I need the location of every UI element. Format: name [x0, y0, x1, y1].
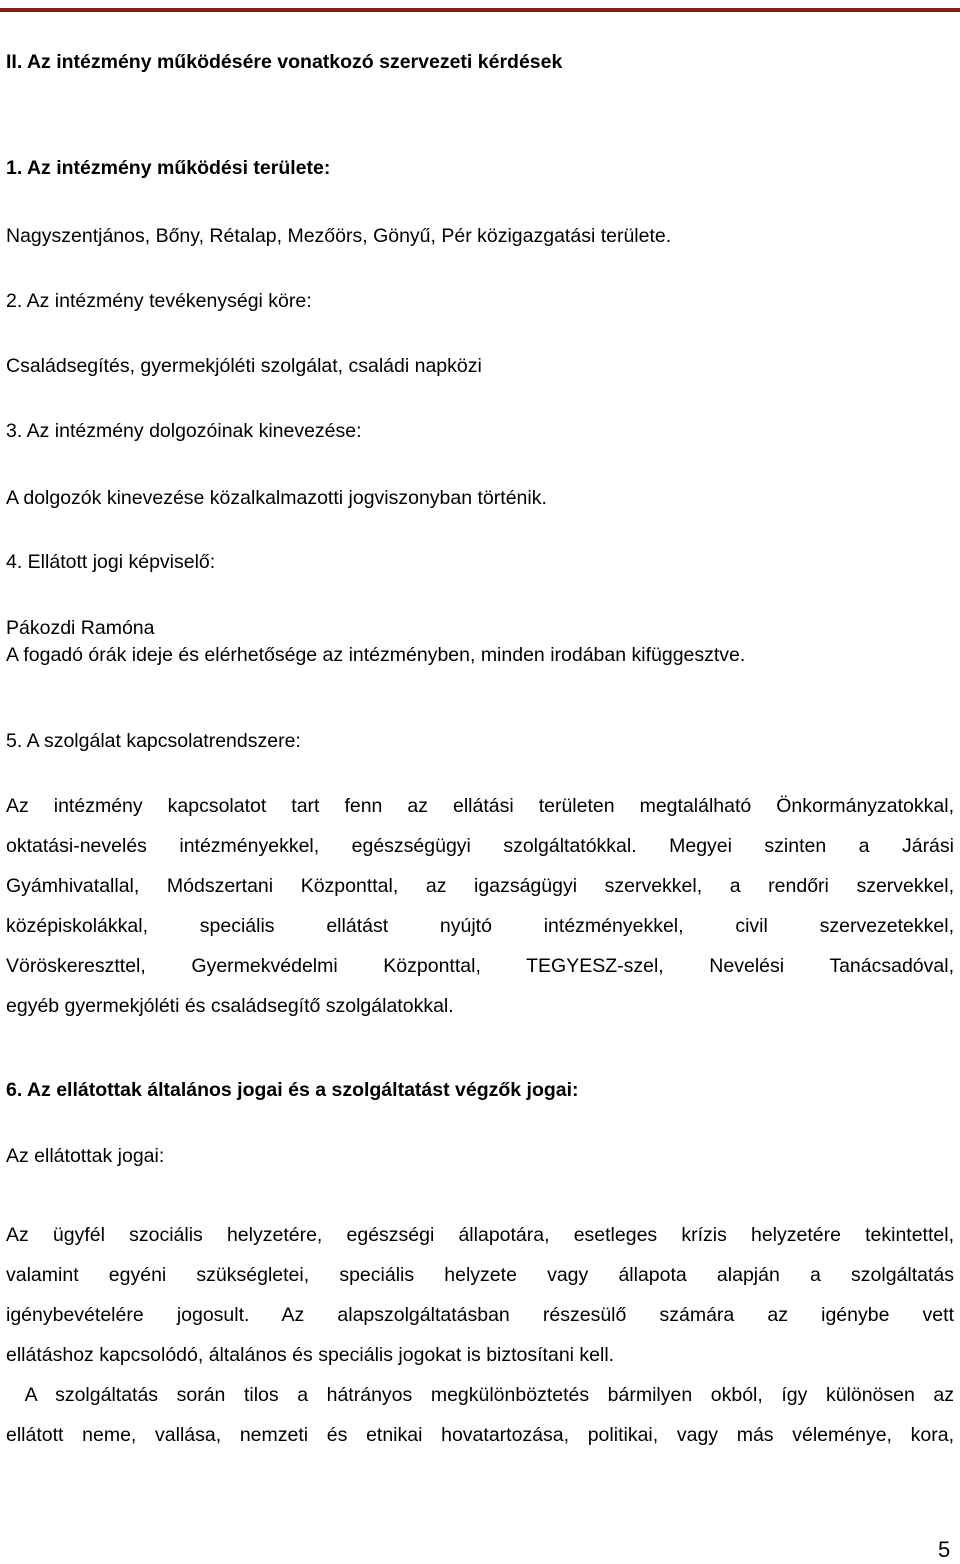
- section-6-para2-line: A szolgáltatás során tilos a hátrányos megkülönböztetés bármilyen okból, így különösen az: [6, 1384, 955, 1406]
- section-2-heading: 2. Az intézmény tevékenységi köre:: [6, 290, 312, 312]
- section-3-heading: 3. Az intézmény dolgozóinak kinevezése:: [6, 420, 362, 442]
- section-5-line: Vöröskereszttel, Gyermekvédelmi Központtal, TEGYESZ-szel, Nevelési Tanácsadóval,: [6, 955, 954, 977]
- section-6-para1-line: ellátáshoz kapcsolódó, általános és speciális jogokat is biztosítani kell.: [6, 1344, 615, 1366]
- section-5-line: középiskolákkal, speciális ellátást nyújtó intézményekkel, civil szervezetekkel,: [6, 915, 954, 937]
- page-number: 5: [938, 1537, 951, 1562]
- section-6-para1-line: valamint egyéni szükségletei, speciális helyzete vagy állapota alapján a szolgáltatás: [6, 1264, 954, 1286]
- section-6-heading: 6. Az ellátottak általános jogai és a szolgáltatást végzők jogai:: [6, 1079, 579, 1101]
- top-rule: [0, 8, 960, 12]
- section-4-heading: 4. Ellátott jogi képviselő:: [6, 551, 216, 573]
- section-1-heading: 1. Az intézmény működési területe:: [6, 157, 331, 179]
- main-heading: II. Az intézmény működésére vonatkozó szervezeti kérdések: [6, 51, 563, 73]
- section-5-heading: 5. A szolgálat kapcsolatrendszere:: [6, 730, 301, 752]
- section-5-line: egyéb gyermekjóléti és családsegítő szolgálatokkal.: [6, 995, 454, 1017]
- section-5-line: Az intézmény kapcsolatot tart fenn az ellátási területen megtalálható Önkormányzatokkal,: [6, 795, 954, 817]
- section-5-line: oktatási-nevelés intézményekkel, egészségügyi szolgáltatókkal. Megyei szinten a Járási: [6, 835, 954, 857]
- section-6-subheading: Az ellátottak jogai:: [6, 1145, 165, 1167]
- section-3-text: A dolgozók kinevezése közalkalmazotti jogviszonyban történik.: [6, 487, 547, 509]
- section-6-para2-line: ellátott neme, vallása, nemzeti és etnikai hovatartozása, politikai, vagy más véleménye, kora,: [6, 1424, 954, 1446]
- section-4-text: A fogadó órák ideje és elérhetősége az intézményben, minden irodában kifüggesztve.: [6, 644, 746, 666]
- section-6-para1-line: igénybevételére jogosult. Az alapszolgáltatásban részesülő számára az igénybe vett: [6, 1304, 954, 1326]
- section-5-line: Gyámhivatallal, Módszertani Központtal, az igazságügyi szervekkel, a rendőri szervekkel,: [6, 875, 954, 897]
- section-6-para1-line: Az ügyfél szociális helyzetére, egészségi állapotára, esetleges krízis helyzetére tekintettel,: [6, 1224, 954, 1246]
- section-2-text: Családsegítés, gyermekjóléti szolgálat, családi napközi: [6, 355, 482, 377]
- section-1-text: Nagyszentjános, Bőny, Rétalap, Mezőörs, Gönyű, Pér közigazgatási területe.: [6, 225, 672, 247]
- section-4-name: Pákozdi Ramóna: [6, 617, 155, 639]
